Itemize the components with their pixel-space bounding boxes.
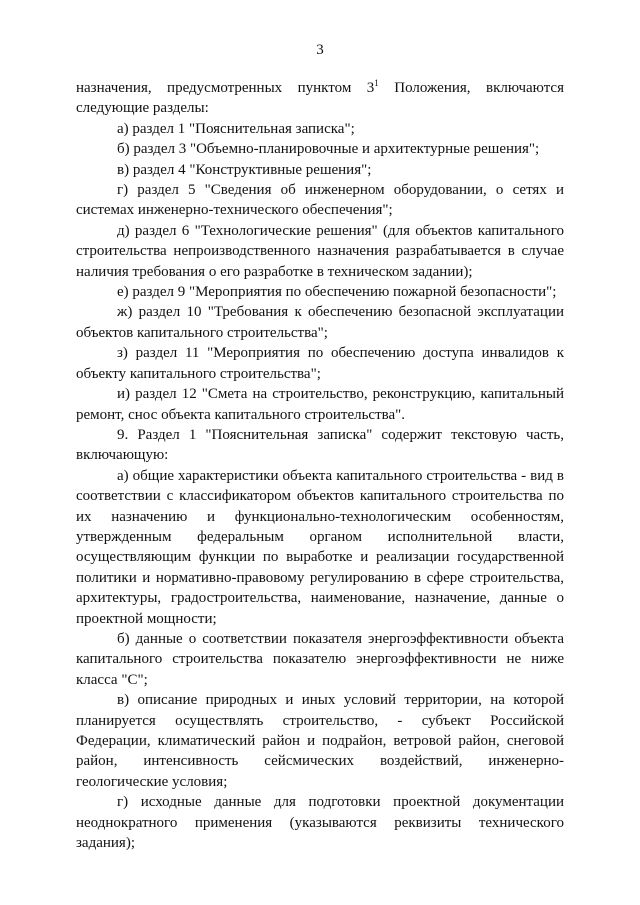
list-item-section-b: б) раздел 3 "Объемно-планировочные и архитектурные решения"; <box>117 141 540 158</box>
list-item-section-g: г) раздел 5 "Сведения об инженерном оборудовании, о сетях и системах инженерно-технического обеспечения"; <box>76 182 564 219</box>
footnote-superscript: 1 <box>374 78 379 88</box>
page-number: 3 <box>316 42 324 58</box>
clause-9-item-g: г) исходные данные для подготовки проектной документации неоднократного применения (указываются реквизиты технического задания); <box>76 794 564 852</box>
clause-9-item-v: в) описание природных и иных условий территории, на которой планируется осуществлять строительство, - субъект Российской Федерации, климатический район и подрайон, ветровой район, снеговой район, интенсивность сейсмических воздействий, инженерно-геологические условия; <box>76 692 564 790</box>
clause-9-item-a: а) общие характеристики объекта капитального строительства - вид в соответствии с классификатором объектов капитального строительства по их назначению и функционально-технологическим особенностям, утвержденным федеральным органом исполнительной власти, осуществляющим функции по выработке и реализации государственной политики и нормативно-правовому регулированию в сфере строительства, архитектуры, градостроительства, наименование, назначение, данные о проектной мощности; <box>76 467 564 627</box>
list-item-section-i: и) раздел 12 "Смета на строительство, реконструкцию, капитальный ремонт, снос объекта капитального строительства". <box>76 386 564 423</box>
list-item-section-v: в) раздел 4 "Конструктивные решения"; <box>117 161 372 178</box>
list-item-section-a: а) раздел 1 "Пояснительная записка"; <box>117 120 355 137</box>
clause-9-item-b: б) данные о соответствии показателя энергоэффективности объекта капитального строительства показателю энергоэффективности не ниже класса "С"; <box>76 630 564 688</box>
clause-9: 9. Раздел 1 "Пояснительная записка" содержит текстовую часть, включающую: <box>76 426 564 464</box>
list-item-section-d: д) раздел 6 "Технологические решения" (для объектов капитального строительства непроизводственного назначения разрабатывается в случае наличия требования о его разработке в техническом задании); <box>76 222 564 280</box>
list-item-section-e: е) раздел 9 "Мероприятия по обеспечению пожарной безопасности"; <box>117 284 557 301</box>
paragraph-intro <box>76 78 564 119</box>
list-item-section-zh: ж) раздел 10 "Требования к обеспечению безопасной эксплуатации объектов капитального строительства"; <box>76 304 564 341</box>
list-item-section-z: з) раздел 11 "Мероприятия по обеспечению доступа инвалидов к объекту капитального строительства"; <box>76 345 564 382</box>
document-body <box>76 78 564 853</box>
paragraph-intro-text-continued: Положения, включаются следующие разделы: <box>76 80 564 117</box>
paragraph-intro-text: назначения, предусмотренных пунктом 3 <box>76 80 375 96</box>
